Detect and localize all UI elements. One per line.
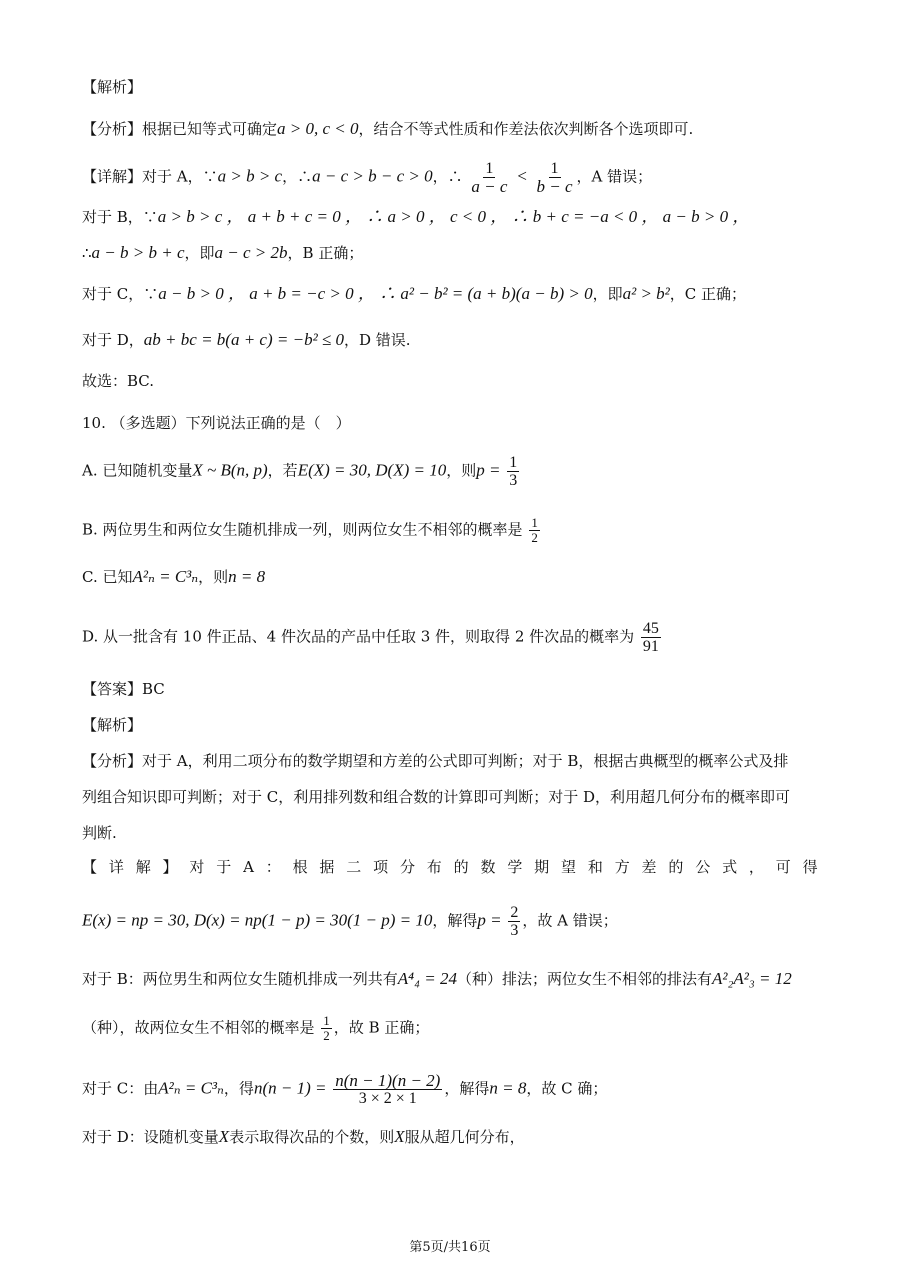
math: a − c > b − c > 0 (312, 166, 433, 186)
text: ∴ (82, 244, 92, 262)
detail-line-b2 (82, 242, 363, 264)
spaced-char: 差 (641, 858, 657, 876)
text: 【详解】对于 A，∵ (82, 167, 218, 186)
numerator: 45 (642, 620, 659, 637)
numerator: 2 (510, 904, 519, 921)
text: B. 两位男生和两位女生随机排成一列，则两位女生不相邻的概率是 (82, 520, 523, 539)
text: ，故 B 正确； (333, 1018, 430, 1037)
text: ，C 正确； (669, 285, 747, 303)
option-b (82, 516, 542, 545)
fraction (508, 904, 520, 939)
spaced-char: 布 (426, 858, 442, 876)
text: ，结合不等式性质和作差法依次判断各个选项即可. (358, 120, 694, 138)
text: A. 已知随机变量 (82, 461, 193, 480)
text: ，即 (184, 244, 215, 262)
math: E(x) = np = 30, D(x) = np(1 − p) = 30(1 − p) = 10 (82, 910, 433, 930)
text: ，若 (267, 461, 298, 480)
numerator: 1 (323, 1013, 330, 1028)
spaced-char: 二 (346, 858, 362, 876)
detail-formula-a (82, 904, 618, 939)
spaced-char: 项 (373, 858, 389, 876)
denominator: 3 (510, 922, 519, 939)
question-title: 10. （多选题）下列说法正确的是（ ） (82, 414, 351, 432)
text: ，则 (198, 568, 229, 586)
spaced-char: 得 (802, 858, 818, 876)
denominator: 3 × 2 × 1 (358, 1090, 417, 1107)
analysis-paragraph-line-1: 【分析】对于 A，利用二项分布的数学期望和方差的公式即可判断；对于 B，根据古典概型的概率公式及排 (82, 752, 789, 770)
text: ，即 (592, 285, 623, 303)
math: a − c > 2b (214, 243, 288, 262)
spaced-char: 期 (534, 858, 550, 876)
math: A²₂A²₃ = 12 (712, 969, 792, 988)
spaced-char: 据 (319, 858, 335, 876)
spaced-char: 根 (292, 858, 308, 876)
text: 【分析】根据已知等式可确定 (82, 120, 278, 138)
answer-line: 【答案】BC (82, 680, 165, 698)
math: E(X) = 30, D(X) = 10 (297, 460, 447, 480)
text: ，解得 (444, 1079, 490, 1098)
math: p = (477, 910, 502, 930)
math: < (516, 166, 528, 186)
numerator: 1 (531, 515, 538, 530)
math: a − b > 0 ， a + b = −c > 0 ， ∴ a² − b² = (a + b)(a − b) > 0 (158, 284, 593, 303)
fraction (321, 1014, 332, 1043)
text: 对于 B：两位男生和两位女生随机排成一列共有 (82, 970, 398, 988)
math: a² > b² (622, 284, 670, 303)
section-heading-analysis: 【解析】 (82, 78, 143, 96)
spaced-char: 】 (162, 858, 178, 876)
text: 对于 B，∵ (82, 208, 158, 226)
spaced-char: 解 (135, 858, 151, 876)
text: （种）排法；两位女生不相邻的排法有 (456, 970, 712, 988)
analysis-line (82, 118, 693, 140)
fraction (641, 620, 661, 655)
text: ，B 正确； (287, 244, 364, 262)
detail-line-d (82, 329, 411, 351)
denominator: 91 (642, 638, 659, 655)
spaced-char: 学 (507, 858, 523, 876)
math: n = 8 (489, 1078, 527, 1098)
analysis-paragraph-line-3: 判断. (82, 824, 117, 842)
math: a > b > c (217, 166, 283, 186)
spaced-char: 望 (561, 858, 577, 876)
text: 对于 C：由 (82, 1079, 159, 1098)
math: A²ₙ = C³ₙ (132, 567, 199, 586)
text: C. 已知 (82, 568, 133, 586)
option-d (82, 620, 663, 655)
spaced-char: 【 (82, 858, 98, 876)
detail-line-b-solution (82, 968, 792, 990)
detail-line-a (82, 160, 652, 195)
numerator: 1 (509, 454, 518, 471)
spaced-char: 可 (775, 858, 791, 876)
section-heading-analysis-2: 【解析】 (82, 716, 143, 734)
spaced-char: 和 (587, 858, 603, 876)
denominator: a − c (471, 177, 508, 196)
text: ，故 C 确； (526, 1079, 608, 1098)
math: X (218, 1127, 230, 1146)
spaced-char: 式 (722, 858, 738, 876)
text: 服从超几何分布， (404, 1128, 525, 1146)
spaced-char: 数 (480, 858, 496, 876)
numerator: n(n − 1)(n − 2) (335, 1071, 441, 1090)
math: A²ₙ = C³ₙ (158, 1078, 224, 1098)
spaced-char: 的 (453, 858, 469, 876)
spaced-char: 的 (668, 858, 684, 876)
detail-line-c (82, 283, 746, 305)
text: ，则 (446, 461, 477, 480)
fraction (333, 1072, 442, 1107)
detail-line-b-solution-2 (82, 1014, 429, 1043)
spaced-char: 于 (216, 858, 232, 876)
denominator: 3 (509, 472, 518, 489)
page-footer: 第5页/共16页 (409, 1240, 491, 1255)
text: ，A 错误； (576, 167, 653, 186)
spaced-char: 分 (399, 858, 415, 876)
spaced-char: 公 (695, 858, 711, 876)
spaced-char: ， (748, 858, 764, 876)
denominator: b − c (536, 177, 573, 196)
spaced-char: 详 (108, 858, 124, 876)
option-a (82, 454, 521, 489)
spaced-char: 方 (614, 858, 630, 876)
text: D. 从一批含有 10 件正品、4 件次品的产品中任取 3 件，则取得 2 件次品的概率为 (82, 627, 635, 646)
text: ，得 (223, 1079, 254, 1098)
numerator: 1 (485, 160, 494, 177)
detail-line-c-solution (82, 1072, 607, 1107)
text: （种），故两位女生不相邻的概率是 (82, 1018, 315, 1037)
text: 对于 C，∵ (82, 285, 159, 303)
detail-line-justified (82, 856, 818, 878)
fraction (469, 160, 509, 195)
math: n(n − 1) = (253, 1078, 327, 1098)
choice-line: 故选：BC. (82, 372, 155, 390)
text: ，故 A 错误； (522, 911, 618, 930)
text: ，∴ (282, 167, 313, 186)
detail-line-d-solution (82, 1126, 525, 1148)
fraction (507, 454, 519, 489)
math: a > b > c ， a + b + c = 0 ， ∴ a > 0 ， c < 0 ， ∴ b + c = −a < 0 ， a − b > 0 ， (157, 207, 750, 226)
denominator: 2 (531, 530, 538, 545)
denominator: 2 (323, 1028, 330, 1043)
math: ab + bc = b(a + c) = −b² ≤ 0 (143, 330, 344, 349)
math: X ~ B(n, p) (192, 460, 268, 480)
text: 对于 D：设随机变量 (82, 1128, 219, 1146)
fraction (534, 160, 574, 195)
text: ，D 错误. (344, 331, 411, 349)
text: ，∴ (432, 167, 463, 186)
text: 对于 D， (82, 331, 144, 349)
math: a − b > b + c (91, 243, 185, 262)
option-c (82, 566, 265, 588)
analysis-paragraph-line-2: 列组合知识即可判断；对于 C，利用排列数和组合数的计算即可判断；对于 D，利用超几何分布的概率即可 (82, 788, 791, 806)
spaced-char: 对 (189, 858, 205, 876)
text: 表示取得次品的个数，则 (229, 1128, 395, 1146)
fraction (529, 516, 540, 545)
detail-line-b (82, 206, 749, 228)
math: p = (476, 460, 501, 480)
math: A⁴₄ = 24 (397, 969, 457, 988)
math: a > 0, c < 0 (277, 119, 359, 138)
math: n = 8 (228, 567, 266, 586)
spaced-char: A (243, 858, 254, 876)
text: ，解得 (432, 911, 478, 930)
numerator: 1 (550, 160, 559, 177)
spaced-char: ： (265, 858, 281, 876)
math: X (394, 1127, 405, 1146)
